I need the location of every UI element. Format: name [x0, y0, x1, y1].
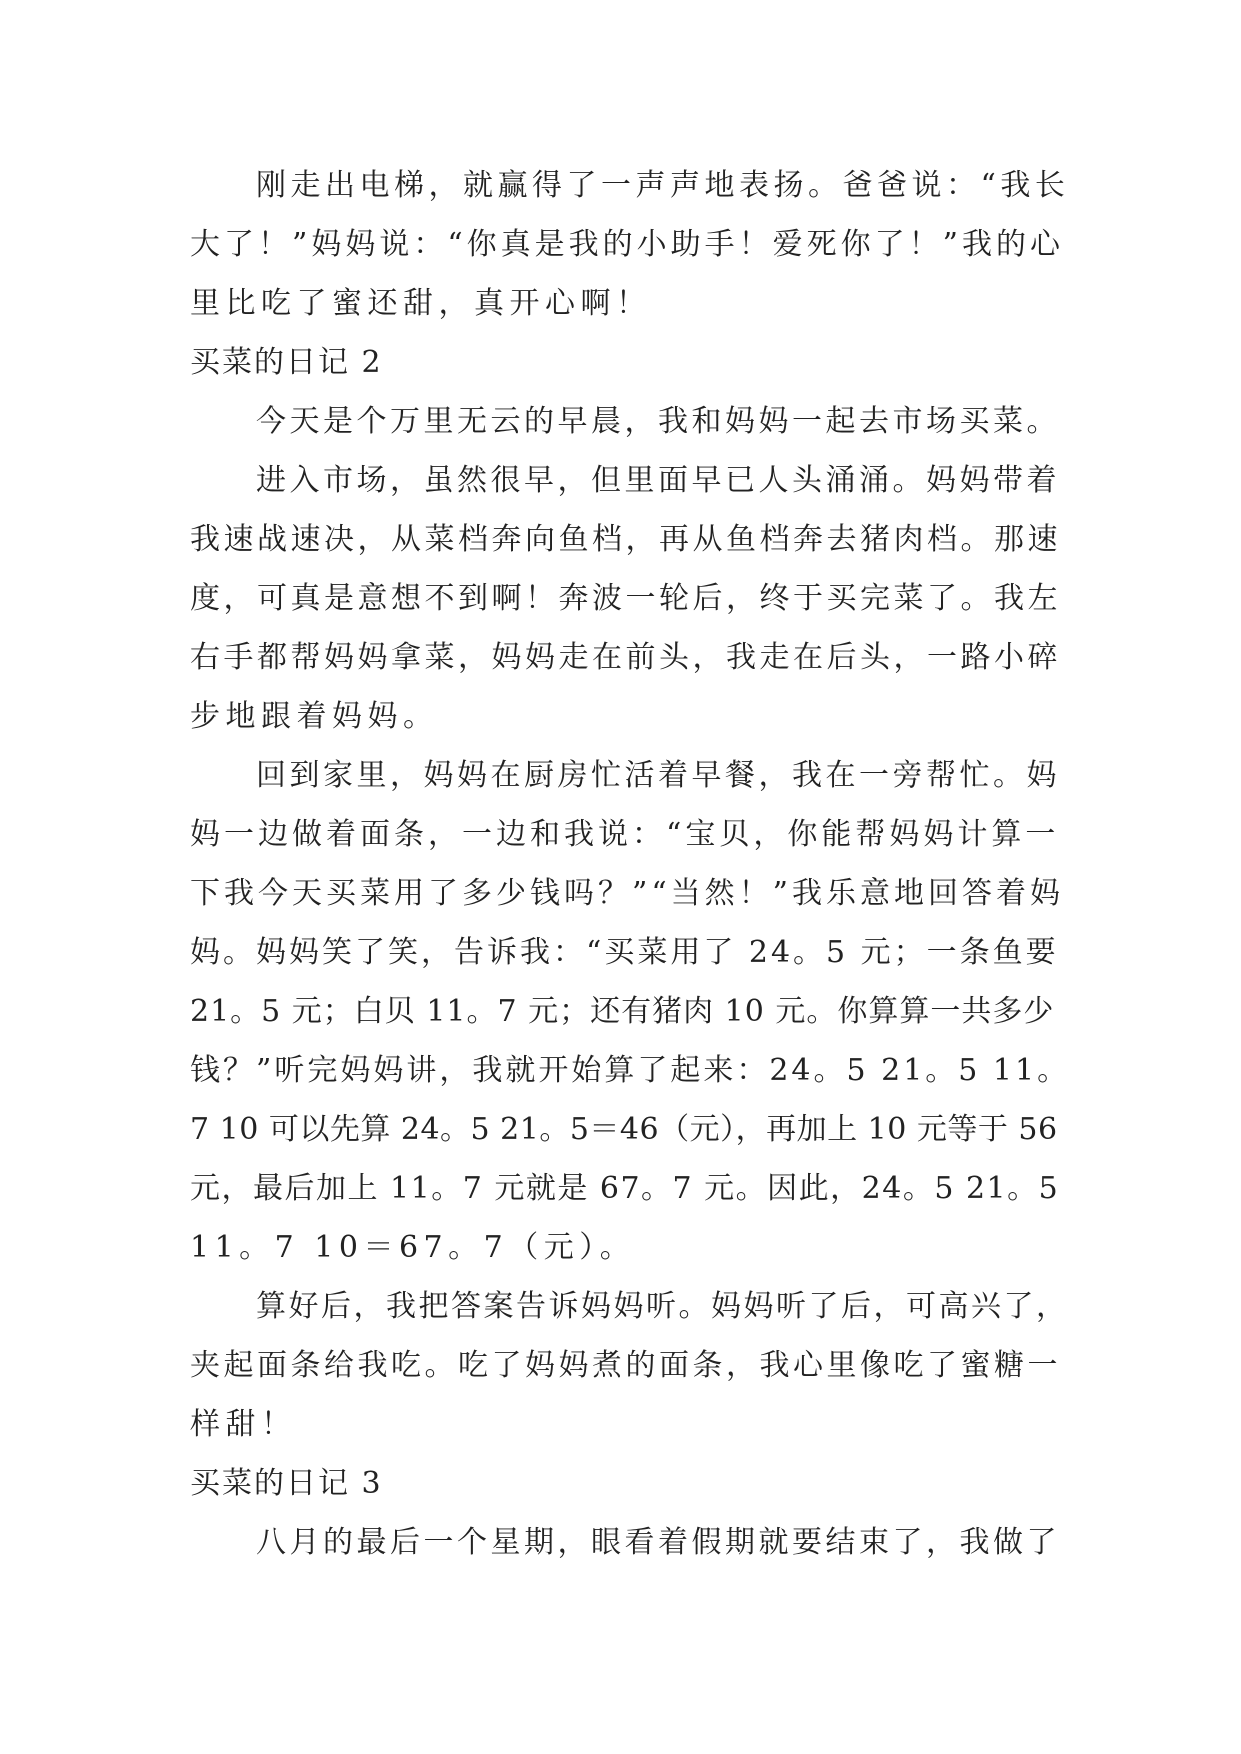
paragraph-line: 今天是个万里无云的早晨，我和妈妈一起去市场买菜。 [256, 404, 1060, 439]
paragraph-line: 右手都帮妈妈拿菜，妈妈走在前头，我走在后头，一路小碎 [190, 640, 1061, 675]
paragraph-line: 里比吃了蜜还甜，真开心啊！ [190, 286, 652, 321]
paragraph-line: 样甜！ [190, 1407, 297, 1442]
paragraph-line: 下我今天买菜用了多少钱吗？”“当然！”我乐意地回答着妈 [190, 876, 1065, 911]
paragraph-line: 元，最后加上 11。7 元就是 67。7 元。因此，24。5 21。5 [190, 1171, 1060, 1206]
paragraph-line: 7 10 可以先算 24。5 21。5＝46（元），再加上 10 元等于 56 [190, 1112, 1058, 1147]
paragraph-line: 妈一边做着面条，一边和我说：“宝贝，你能帮妈妈计算一 [190, 817, 1060, 852]
paragraph-line: 刚走出电梯，就赢得了一声声地表扬。爸爸说：“我长 [256, 168, 1070, 203]
paragraph-line: 度，可真是意想不到啊！奔波一轮后，终于买完菜了。我左 [190, 581, 1061, 616]
paragraph-line: 我速战速决，从菜档奔向鱼档，再从鱼档奔去猪肉档。那速 [190, 522, 1061, 557]
paragraph-line: 11。7 10＝67。7（元）。 [190, 1230, 636, 1265]
section-heading: 买菜的日记 3 [190, 1466, 383, 1501]
paragraph-line: 钱？”听完妈妈讲，我就开始算了起来：24。5 21。5 11。 [190, 1053, 1071, 1088]
paragraph-line: 算好后，我把答案告诉妈妈听。妈妈听了后，可高兴了， [256, 1289, 1069, 1324]
paragraph-line: 21。5 元；白贝 11。7 元；还有猪肉 10 元。你算算一共多少 [190, 994, 1055, 1029]
paragraph-line: 进入市场，虽然很早，但里面早已人头涌涌。妈妈带着 [256, 463, 1060, 498]
paragraph-line: 妈。妈妈笑了笑，告诉我：“买菜用了 24。5 元；一条鱼要 [190, 935, 1059, 970]
paragraph-line: 步地跟着妈妈。 [190, 699, 439, 734]
paragraph-line: 回到家里，妈妈在厨房忙活着早餐，我在一旁帮忙。妈 [256, 758, 1060, 793]
section-heading: 买菜的日记 2 [190, 345, 383, 380]
paragraph-line: 夹起面条给我吃。吃了妈妈煮的面条，我心里像吃了蜜糖一 [190, 1348, 1061, 1383]
paragraph-line: 八月的最后一个星期，眼看着假期就要结束了，我做了 [256, 1525, 1060, 1560]
paragraph-line: 大了！”妈妈说：“你真是我的小助手！爱死你了！”我的心 [190, 227, 1065, 262]
